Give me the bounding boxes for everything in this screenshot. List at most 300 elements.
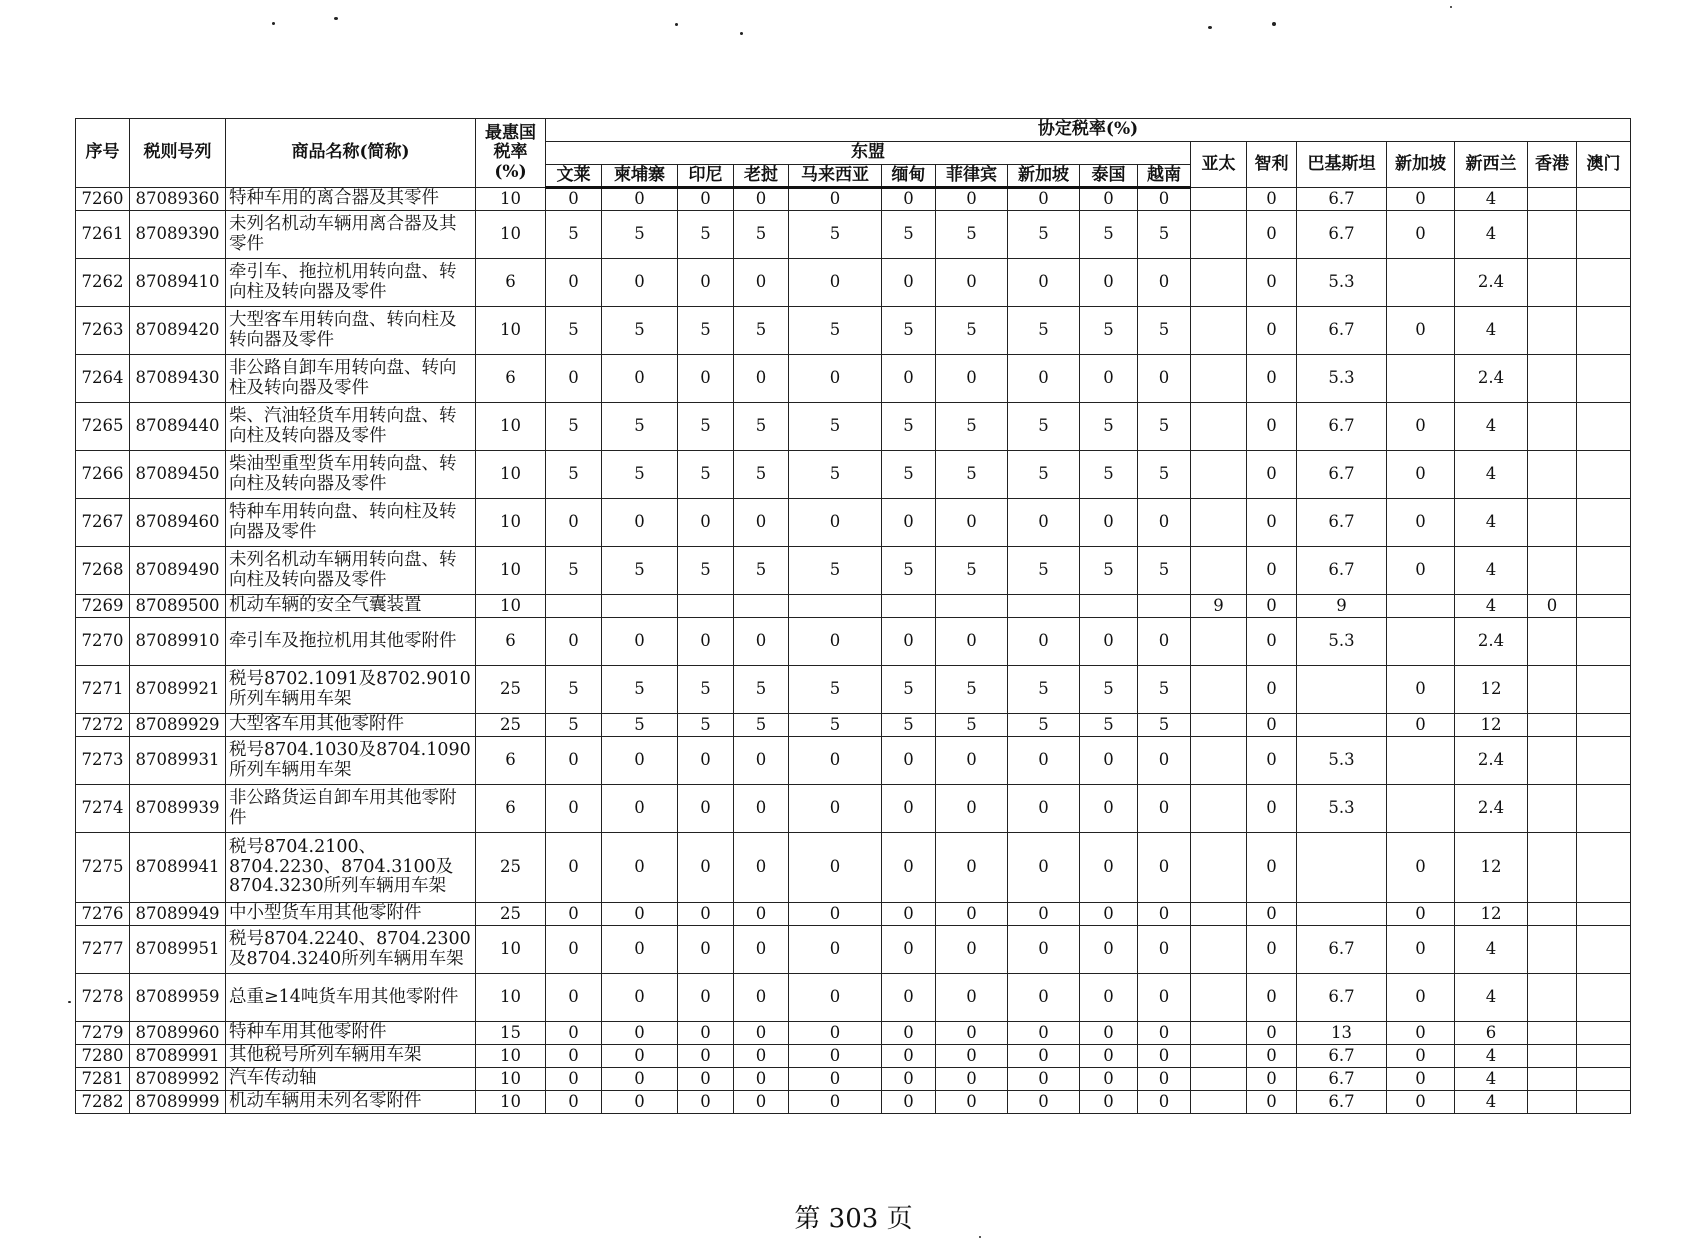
row-asean-rate: 5 xyxy=(882,211,936,259)
row-hong-kong xyxy=(1528,974,1577,1022)
row-pakistan: 13 xyxy=(1297,1022,1387,1045)
row-singapore xyxy=(1387,618,1455,666)
row-asean-rate: 5 xyxy=(1008,211,1080,259)
row-asean-rate: 0 xyxy=(936,785,1008,833)
row-new-zealand: 6 xyxy=(1455,1022,1528,1045)
row-seq: 7271 xyxy=(76,666,130,714)
row-apta xyxy=(1191,547,1247,595)
row-asean-rate: 0 xyxy=(1008,355,1080,403)
row-asean-rate: 0 xyxy=(789,355,882,403)
row-new-zealand: 4 xyxy=(1455,1045,1528,1068)
row-asean-rate: 0 xyxy=(678,1022,734,1045)
row-mfn: 25 xyxy=(476,903,546,926)
row-asean-rate: 0 xyxy=(1138,1068,1191,1091)
row-pakistan xyxy=(1297,903,1387,926)
row-singapore xyxy=(1387,259,1455,307)
row-asean-rate: 0 xyxy=(1138,926,1191,974)
row-seq: 7277 xyxy=(76,926,130,974)
row-asean-rate: 0 xyxy=(602,785,678,833)
row-asean-rate: 0 xyxy=(882,737,936,785)
row-name: 机动车辆用未列名零附件 xyxy=(226,1091,476,1114)
row-asean-rate xyxy=(936,595,1008,618)
row-asean-rate: 0 xyxy=(1138,355,1191,403)
header-seq: 序号 xyxy=(76,119,130,188)
row-asean-rate: 5 xyxy=(882,547,936,595)
row-new-zealand: 12 xyxy=(1455,666,1528,714)
row-chile: 0 xyxy=(1247,737,1297,785)
row-asean-rate: 5 xyxy=(936,547,1008,595)
row-new-zealand: 12 xyxy=(1455,714,1528,737)
row-asean-rate: 5 xyxy=(936,714,1008,737)
row-asean-rate xyxy=(734,595,789,618)
row-asean-rate: 0 xyxy=(734,1022,789,1045)
row-asean-rate: 0 xyxy=(678,1045,734,1068)
row-asean-rate: 0 xyxy=(1138,1045,1191,1068)
row-singapore: 0 xyxy=(1387,1068,1455,1091)
row-asean-rate: 0 xyxy=(1008,1045,1080,1068)
row-asean-rate xyxy=(1008,595,1080,618)
row-macau xyxy=(1577,926,1631,974)
row-asean-rate: 0 xyxy=(546,1045,602,1068)
row-asean-rate: 0 xyxy=(734,499,789,547)
row-name: 其他税号所列车辆用车架 xyxy=(226,1045,476,1068)
row-mfn: 25 xyxy=(476,714,546,737)
table-row xyxy=(76,714,1631,737)
row-new-zealand: 12 xyxy=(1455,903,1528,926)
row-apta xyxy=(1191,737,1247,785)
row-asean-rate: 0 xyxy=(882,355,936,403)
row-mfn: 6 xyxy=(476,259,546,307)
row-pakistan: 5.3 xyxy=(1297,737,1387,785)
row-asean-rate: 0 xyxy=(1138,1022,1191,1045)
row-name: 税号8702.1091及8702.9010所列车辆用车架 xyxy=(226,666,476,714)
row-asean-rate: 0 xyxy=(789,926,882,974)
row-new-zealand: 4 xyxy=(1455,547,1528,595)
row-asean-rate: 0 xyxy=(734,737,789,785)
row-asean-rate: 0 xyxy=(882,926,936,974)
row-code: 87089929 xyxy=(130,714,226,737)
row-apta xyxy=(1191,666,1247,714)
row-asean-rate: 5 xyxy=(602,451,678,499)
row-macau xyxy=(1577,1091,1631,1114)
row-asean-rate xyxy=(789,595,882,618)
row-pakistan: 6.7 xyxy=(1297,547,1387,595)
row-new-zealand: 4 xyxy=(1455,188,1528,211)
row-asean-rate: 5 xyxy=(734,451,789,499)
header-philippines: 菲律宾 xyxy=(936,165,1008,188)
row-seq: 7267 xyxy=(76,499,130,547)
row-name: 柴、汽油轻货车用转向盘、转向柱及转向器及零件 xyxy=(226,403,476,451)
row-pakistan: 6.7 xyxy=(1297,1068,1387,1091)
row-singapore: 0 xyxy=(1387,499,1455,547)
header-asean: 东盟 xyxy=(546,142,1191,165)
row-asean-rate: 0 xyxy=(734,1091,789,1114)
row-asean-rate: 0 xyxy=(1008,833,1080,903)
row-singapore: 0 xyxy=(1387,1022,1455,1045)
row-asean-rate: 0 xyxy=(1008,1091,1080,1114)
row-new-zealand: 4 xyxy=(1455,499,1528,547)
row-singapore: 0 xyxy=(1387,403,1455,451)
row-seq: 7261 xyxy=(76,211,130,259)
row-mfn: 10 xyxy=(476,974,546,1022)
row-asean-rate: 0 xyxy=(546,833,602,903)
row-apta xyxy=(1191,1091,1247,1114)
row-asean-rate: 0 xyxy=(1138,833,1191,903)
row-chile: 0 xyxy=(1247,666,1297,714)
row-name: 牵引车及拖拉机用其他零附件 xyxy=(226,618,476,666)
row-macau xyxy=(1577,451,1631,499)
row-asean-rate: 5 xyxy=(602,714,678,737)
row-macau xyxy=(1577,903,1631,926)
row-macau xyxy=(1577,1045,1631,1068)
row-asean-rate: 5 xyxy=(1008,403,1080,451)
row-apta xyxy=(1191,403,1247,451)
row-singapore: 0 xyxy=(1387,926,1455,974)
row-asean-rate: 0 xyxy=(734,1045,789,1068)
row-new-zealand: 2.4 xyxy=(1455,737,1528,785)
row-asean-rate: 5 xyxy=(734,666,789,714)
row-asean-rate: 5 xyxy=(789,714,882,737)
row-asean-rate: 0 xyxy=(1138,974,1191,1022)
row-hong-kong: 0 xyxy=(1528,595,1577,618)
row-asean-rate: 0 xyxy=(602,926,678,974)
row-asean-rate: 0 xyxy=(936,1068,1008,1091)
row-mfn: 25 xyxy=(476,666,546,714)
row-asean-rate: 0 xyxy=(678,1068,734,1091)
row-asean-rate: 5 xyxy=(1138,211,1191,259)
row-hong-kong xyxy=(1528,833,1577,903)
row-asean-rate: 5 xyxy=(678,714,734,737)
row-chile: 0 xyxy=(1247,499,1297,547)
row-asean-rate: 5 xyxy=(1080,714,1138,737)
tariff-table-body xyxy=(76,188,1631,1114)
row-pakistan: 5.3 xyxy=(1297,355,1387,403)
row-asean-rate: 0 xyxy=(1008,618,1080,666)
row-hong-kong xyxy=(1528,403,1577,451)
row-asean-rate: 0 xyxy=(1080,355,1138,403)
row-asean-rate: 0 xyxy=(1008,499,1080,547)
row-name: 特种车用转向盘、转向柱及转向器及零件 xyxy=(226,499,476,547)
row-apta xyxy=(1191,499,1247,547)
header-chile: 智利 xyxy=(1247,142,1297,188)
row-asean-rate: 5 xyxy=(602,307,678,355)
row-chile: 0 xyxy=(1247,211,1297,259)
row-new-zealand: 4 xyxy=(1455,451,1528,499)
row-asean-rate: 0 xyxy=(602,903,678,926)
row-pakistan: 6.7 xyxy=(1297,307,1387,355)
row-asean-rate: 0 xyxy=(602,974,678,1022)
row-asean-rate: 0 xyxy=(1008,188,1080,211)
row-asean-rate: 5 xyxy=(734,714,789,737)
row-asean-rate: 0 xyxy=(1138,737,1191,785)
row-asean-rate: 5 xyxy=(1138,307,1191,355)
row-asean-rate: 0 xyxy=(1080,903,1138,926)
row-apta xyxy=(1191,714,1247,737)
row-asean-rate: 0 xyxy=(882,1045,936,1068)
row-name: 未列名机动车辆用转向盘、转向柱及转向器及零件 xyxy=(226,547,476,595)
row-macau xyxy=(1577,595,1631,618)
row-asean-rate: 5 xyxy=(882,307,936,355)
row-singapore xyxy=(1387,595,1455,618)
table-row xyxy=(76,737,1631,785)
row-asean-rate: 5 xyxy=(602,666,678,714)
row-hong-kong xyxy=(1528,666,1577,714)
table-row xyxy=(76,1022,1631,1045)
row-seq: 7270 xyxy=(76,618,130,666)
row-asean-rate: 0 xyxy=(1080,737,1138,785)
row-new-zealand: 4 xyxy=(1455,595,1528,618)
row-mfn: 10 xyxy=(476,595,546,618)
row-seq: 7264 xyxy=(76,355,130,403)
row-asean-rate: 0 xyxy=(1138,785,1191,833)
tariff-table xyxy=(75,118,1631,1114)
row-asean-rate: 0 xyxy=(1080,1068,1138,1091)
header-macau: 澳门 xyxy=(1577,142,1631,188)
row-asean-rate: 5 xyxy=(1138,451,1191,499)
page-number: 第 303 页 xyxy=(794,1204,913,1234)
row-code: 87089490 xyxy=(130,547,226,595)
table-row xyxy=(76,974,1631,1022)
row-asean-rate: 5 xyxy=(678,307,734,355)
header-code: 税则号列 xyxy=(130,119,226,188)
row-pakistan: 6.7 xyxy=(1297,451,1387,499)
row-asean-rate: 0 xyxy=(1008,1022,1080,1045)
row-name: 未列名机动车辆用离合器及其零件 xyxy=(226,211,476,259)
row-asean-rate: 0 xyxy=(1138,188,1191,211)
row-asean-rate: 0 xyxy=(789,188,882,211)
row-chile: 0 xyxy=(1247,1045,1297,1068)
row-code: 87089500 xyxy=(130,595,226,618)
header-mfn: 最惠国税率(%) xyxy=(476,119,546,188)
row-new-zealand: 4 xyxy=(1455,1091,1528,1114)
row-pakistan xyxy=(1297,833,1387,903)
row-chile: 0 xyxy=(1247,355,1297,403)
row-asean-rate: 0 xyxy=(936,926,1008,974)
row-asean-rate: 0 xyxy=(936,259,1008,307)
table-row xyxy=(76,785,1631,833)
row-seq: 7266 xyxy=(76,451,130,499)
row-asean-rate xyxy=(1080,595,1138,618)
row-mfn: 10 xyxy=(476,1091,546,1114)
row-code: 87089910 xyxy=(130,618,226,666)
row-code: 87089992 xyxy=(130,1068,226,1091)
row-asean-rate: 0 xyxy=(882,903,936,926)
row-asean-rate: 5 xyxy=(1080,403,1138,451)
row-seq: 7262 xyxy=(76,259,130,307)
row-asean-rate: 0 xyxy=(789,259,882,307)
row-asean-rate: 5 xyxy=(734,307,789,355)
row-seq: 7263 xyxy=(76,307,130,355)
row-code: 87089360 xyxy=(130,188,226,211)
row-seq: 7269 xyxy=(76,595,130,618)
row-mfn: 15 xyxy=(476,1022,546,1045)
row-code: 87089960 xyxy=(130,1022,226,1045)
row-code: 87089390 xyxy=(130,211,226,259)
row-apta xyxy=(1191,974,1247,1022)
row-asean-rate: 5 xyxy=(1138,403,1191,451)
row-asean-rate: 0 xyxy=(789,785,882,833)
row-asean-rate xyxy=(602,595,678,618)
row-hong-kong xyxy=(1528,785,1577,833)
row-asean-rate: 5 xyxy=(1138,666,1191,714)
row-hong-kong xyxy=(1528,618,1577,666)
table-row xyxy=(76,1068,1631,1091)
row-chile: 0 xyxy=(1247,785,1297,833)
row-apta xyxy=(1191,355,1247,403)
row-hong-kong xyxy=(1528,259,1577,307)
row-macau xyxy=(1577,974,1631,1022)
row-asean-rate: 0 xyxy=(546,926,602,974)
row-seq: 7279 xyxy=(76,1022,130,1045)
row-asean-rate: 0 xyxy=(546,1091,602,1114)
row-macau xyxy=(1577,1068,1631,1091)
row-asean-rate: 5 xyxy=(789,307,882,355)
header-malaysia: 马来西亚 xyxy=(789,165,882,188)
row-code: 87089991 xyxy=(130,1045,226,1068)
row-asean-rate: 0 xyxy=(734,1068,789,1091)
row-asean-rate: 0 xyxy=(1008,974,1080,1022)
table-row xyxy=(76,1045,1631,1068)
row-code: 87089941 xyxy=(130,833,226,903)
row-macau xyxy=(1577,714,1631,737)
row-asean-rate: 5 xyxy=(882,403,936,451)
row-asean-rate: 5 xyxy=(882,451,936,499)
row-asean-rate: 5 xyxy=(546,307,602,355)
row-asean-rate: 0 xyxy=(678,974,734,1022)
row-seq: 7268 xyxy=(76,547,130,595)
row-asean-rate: 5 xyxy=(1008,547,1080,595)
header-name: 商品名称(简称) xyxy=(226,119,476,188)
row-name: 中小型货车用其他零附件 xyxy=(226,903,476,926)
row-asean-rate: 5 xyxy=(734,211,789,259)
row-seq: 7274 xyxy=(76,785,130,833)
row-code: 87089450 xyxy=(130,451,226,499)
table-row xyxy=(76,1091,1631,1114)
row-asean-rate: 0 xyxy=(602,1091,678,1114)
row-seq: 7273 xyxy=(76,737,130,785)
row-mfn: 10 xyxy=(476,307,546,355)
row-mfn: 10 xyxy=(476,403,546,451)
row-singapore: 0 xyxy=(1387,307,1455,355)
row-chile: 0 xyxy=(1247,1022,1297,1045)
row-asean-rate: 0 xyxy=(678,188,734,211)
row-code: 87089410 xyxy=(130,259,226,307)
row-pakistan: 5.3 xyxy=(1297,259,1387,307)
header-brunei: 文莱 xyxy=(546,165,602,188)
row-mfn: 10 xyxy=(476,1045,546,1068)
row-singapore xyxy=(1387,785,1455,833)
row-asean-rate xyxy=(882,595,936,618)
row-hong-kong xyxy=(1528,1068,1577,1091)
header-laos: 老挝 xyxy=(734,165,789,188)
row-hong-kong xyxy=(1528,188,1577,211)
row-pakistan: 5.3 xyxy=(1297,618,1387,666)
row-code: 87089949 xyxy=(130,903,226,926)
row-chile: 0 xyxy=(1247,1068,1297,1091)
header-pakistan: 巴基斯坦 xyxy=(1297,142,1387,188)
row-asean-rate: 0 xyxy=(678,355,734,403)
row-mfn: 25 xyxy=(476,833,546,903)
row-asean-rate: 0 xyxy=(1080,618,1138,666)
row-asean-rate: 0 xyxy=(546,737,602,785)
row-asean-rate: 5 xyxy=(546,547,602,595)
row-mfn: 10 xyxy=(476,451,546,499)
row-name: 牵引车、拖拉机用转向盘、转向柱及转向器及零件 xyxy=(226,259,476,307)
row-macau xyxy=(1577,211,1631,259)
row-asean-rate: 0 xyxy=(882,618,936,666)
header-new-zealand: 新西兰 xyxy=(1455,142,1528,188)
row-asean-rate: 5 xyxy=(602,211,678,259)
row-hong-kong xyxy=(1528,451,1577,499)
row-chile: 0 xyxy=(1247,1091,1297,1114)
row-asean-rate: 0 xyxy=(1080,499,1138,547)
table-row xyxy=(76,903,1631,926)
row-asean-rate: 0 xyxy=(1080,974,1138,1022)
row-asean-rate: 0 xyxy=(936,974,1008,1022)
row-asean-rate: 0 xyxy=(734,355,789,403)
row-mfn: 6 xyxy=(476,737,546,785)
row-macau xyxy=(1577,307,1631,355)
row-seq: 7265 xyxy=(76,403,130,451)
row-asean-rate: 0 xyxy=(678,785,734,833)
row-asean-rate: 0 xyxy=(789,1091,882,1114)
row-asean-rate: 0 xyxy=(1008,785,1080,833)
row-apta xyxy=(1191,188,1247,211)
row-hong-kong xyxy=(1528,903,1577,926)
row-asean-rate: 0 xyxy=(1138,618,1191,666)
row-code: 87089440 xyxy=(130,403,226,451)
row-asean-rate: 0 xyxy=(1080,833,1138,903)
row-apta xyxy=(1191,451,1247,499)
row-asean-rate: 5 xyxy=(546,403,602,451)
row-hong-kong xyxy=(1528,737,1577,785)
row-apta: 9 xyxy=(1191,595,1247,618)
table-row xyxy=(76,451,1631,499)
row-asean-rate: 5 xyxy=(678,547,734,595)
row-pakistan: 6.7 xyxy=(1297,974,1387,1022)
row-chile: 0 xyxy=(1247,833,1297,903)
table-row xyxy=(76,403,1631,451)
row-asean-rate: 0 xyxy=(546,903,602,926)
row-asean-rate: 0 xyxy=(678,499,734,547)
row-asean-rate: 0 xyxy=(678,903,734,926)
row-apta xyxy=(1191,833,1247,903)
header-indonesia: 印尼 xyxy=(678,165,734,188)
row-apta xyxy=(1191,259,1247,307)
row-code: 87089999 xyxy=(130,1091,226,1114)
row-asean-rate: 0 xyxy=(1138,259,1191,307)
row-mfn: 10 xyxy=(476,1068,546,1091)
table-row xyxy=(76,618,1631,666)
row-asean-rate: 0 xyxy=(602,737,678,785)
table-row xyxy=(76,188,1631,211)
row-new-zealand: 2.4 xyxy=(1455,618,1528,666)
row-pakistan: 9 xyxy=(1297,595,1387,618)
row-name: 税号8704.2100、8704.2230、8704.3100及8704.3230所列车辆用车架 xyxy=(226,833,476,903)
row-asean-rate: 5 xyxy=(1008,307,1080,355)
row-asean-rate: 5 xyxy=(1080,211,1138,259)
row-name: 大型客车用转向盘、转向柱及转向器及零件 xyxy=(226,307,476,355)
table-row xyxy=(76,547,1631,595)
table-row xyxy=(76,666,1631,714)
row-asean-rate: 0 xyxy=(734,618,789,666)
row-asean-rate: 5 xyxy=(546,714,602,737)
row-asean-rate: 0 xyxy=(882,1068,936,1091)
row-asean-rate: 0 xyxy=(1080,785,1138,833)
row-asean-rate: 5 xyxy=(882,714,936,737)
row-asean-rate: 0 xyxy=(734,188,789,211)
row-name: 特种车用其他零附件 xyxy=(226,1022,476,1045)
